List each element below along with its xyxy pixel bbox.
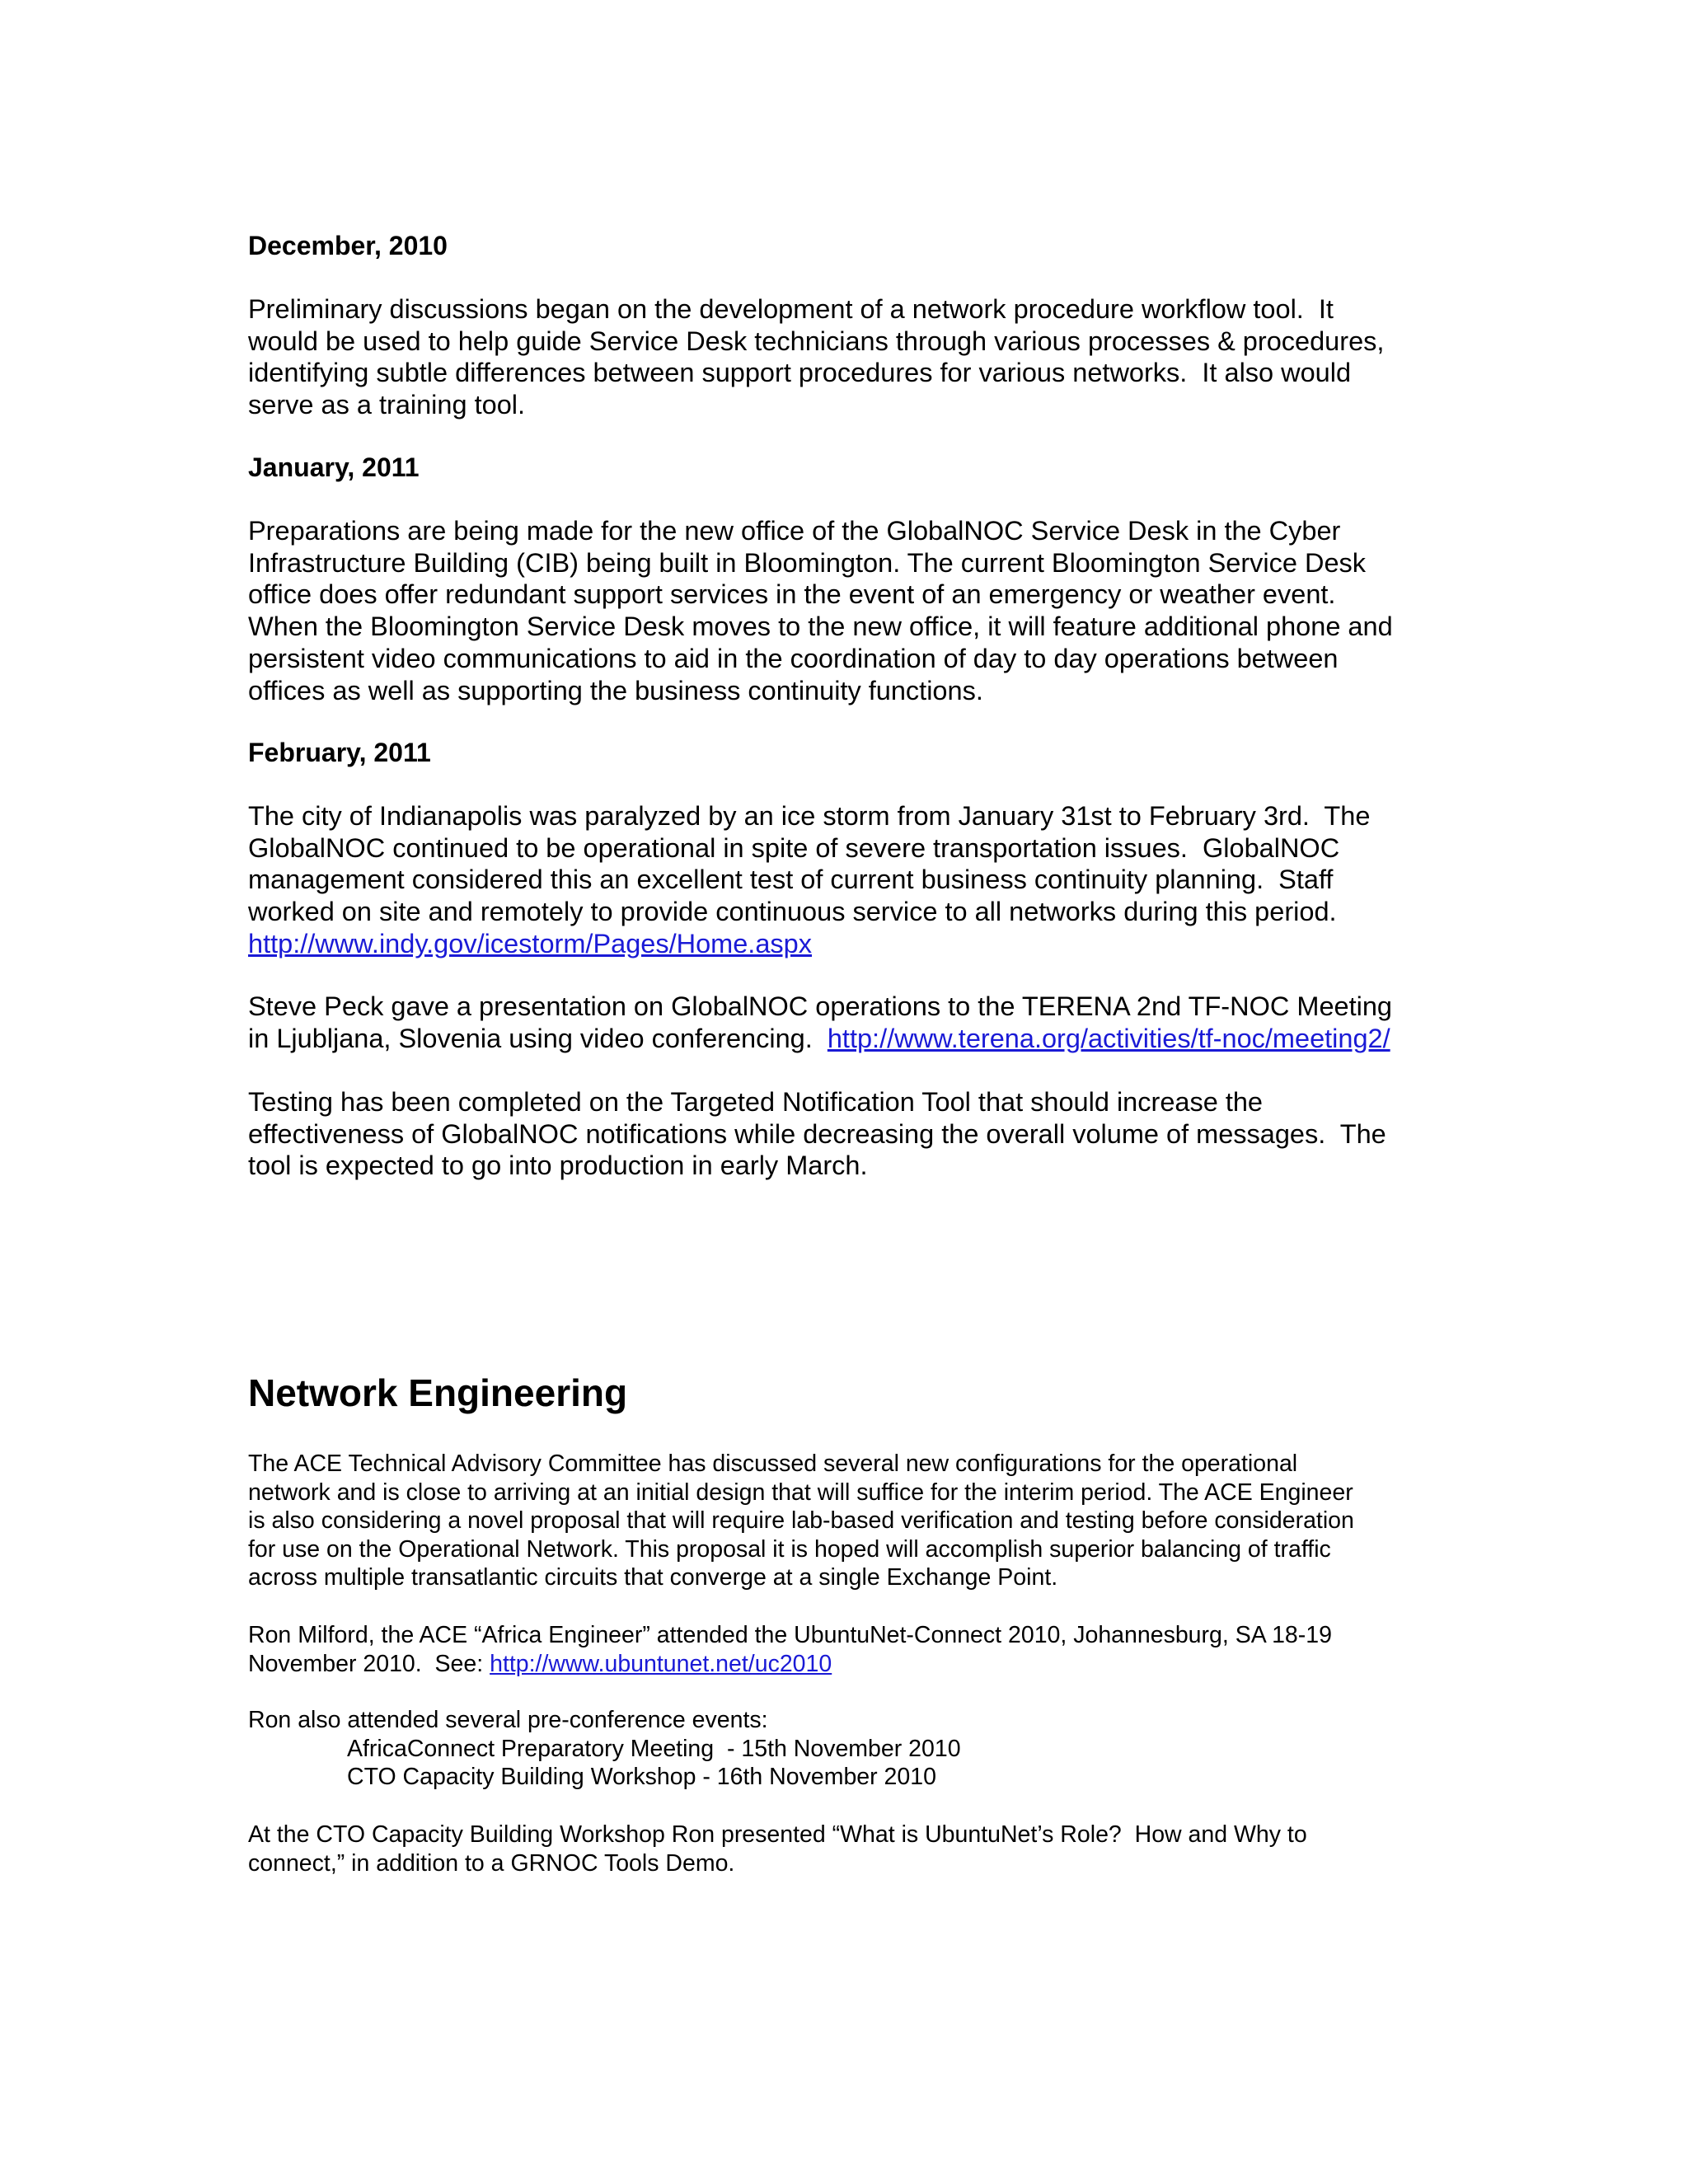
event-item: CTO Capacity Building Workshop - 16th November 2010 [347, 1764, 936, 1791]
text-line: GlobalNOC continued to be operational in spite of severe transportation issues. GlobalNOC [248, 832, 1340, 863]
paragraph-ubuntunet-connect [248, 1621, 1443, 1678]
text-line: November 2010. See: [248, 1650, 490, 1677]
text-line: Steve Peck gave a presentation on GlobalNOC operations to the TERENA 2nd TF-NOC Meeting [248, 991, 1392, 1021]
text-line: The ACE Technical Advisory Committee has discussed several new configurations for the operational [248, 1451, 1298, 1477]
text-line: serve as a training tool. [248, 390, 526, 420]
text-line: offices as well as supporting the business continuity functions. [248, 675, 983, 705]
paragraph-workflow-tool [248, 293, 1443, 421]
event-item: AfricaConnect Preparatory Meeting - 15th November 2010 [347, 1735, 961, 1762]
paragraph-ice-storm [248, 800, 1443, 960]
paragraph-cto-workshop [248, 1821, 1443, 1877]
icestorm-link[interactable]: http://www.indy.gov/icestorm/Pages/Home.aspx [248, 928, 812, 958]
text-line: The city of Indianapolis was paralyzed by an ice storm from January 31st to February 3rd. The [248, 801, 1371, 831]
text-line: is also considering a novel proposal that will require lab-based verification and testing before consideration [248, 1507, 1354, 1535]
section-heading-december-2010: December, 2010 [248, 231, 448, 260]
paragraph-service-desk-office [248, 515, 1443, 706]
text-line: network and is close to arriving at an initial design that will suffice for the interim period. The ACE Engineer [248, 1479, 1353, 1506]
text-line: At the CTO Capacity Building Workshop Ron presented “What is UbuntuNet’s Role? How and Why to [248, 1821, 1307, 1848]
text-line: Testing has been completed on the Targeted Notification Tool that should increase the [248, 1087, 1264, 1117]
text-line: Ron also attended several pre-conference events: [248, 1707, 768, 1733]
text-line: Ron Milford, the ACE “Africa Engineer” attended the UbuntuNet-Connect 2010, Johannesburg, SA 18-19 [248, 1622, 1332, 1648]
text-line: tool is expected to go into production in early March. [248, 1151, 868, 1181]
text-line: worked on site and remotely to provide continuous service to all networks during this period. [248, 897, 1337, 927]
paragraph-terena-presentation [248, 991, 1443, 1054]
text-line: connect,” in addition to a GRNOC Tools Demo. [248, 1849, 735, 1877]
section-title-network-engineering: Network Engineering [248, 1371, 628, 1414]
paragraph-ace-committee [248, 1450, 1443, 1592]
terena-meeting-link[interactable]: http://www.terena.org/activities/tf-noc/meeting2/ [827, 1023, 1390, 1053]
ubuntunet-link[interactable]: http://www.ubuntunet.net/uc2010 [490, 1650, 832, 1677]
text-line: Preliminary discussions began on the development of a network procedure workflow tool. It [248, 294, 1334, 324]
text-line: in Ljubljana, Slovenia using video conferencing. [248, 1023, 828, 1053]
section-heading-february-2011: February, 2011 [248, 738, 431, 767]
text-line: across multiple transatlantic circuits that converge at a single Exchange Point. [248, 1564, 1058, 1591]
text-line: management considered this an excellent test of current business continuity planning. Staff [248, 865, 1334, 895]
paragraph-notification-tool [248, 1086, 1443, 1182]
text-line: effectiveness of GlobalNOC notifications while decreasing the overall volume of messages. The [248, 1118, 1386, 1149]
text-line: Preparations are being made for the new office of the GlobalNOC Service Desk in the Cyber [248, 516, 1341, 546]
text-line: office does offer redundant support services in the event of an emergency or weather event. [248, 579, 1336, 610]
text-line: Infrastructure Building (CIB) being built in Bloomington. The current Bloomington Service Desk [248, 547, 1367, 578]
text-line: for use on the Operational Network. This proposal it is hoped will accomplish superior balancing of traffic [248, 1535, 1331, 1563]
text-line: When the Bloomington Service Desk moves to the new office, it will feature additional phone and [248, 612, 1393, 642]
text-line: persistent video communications to aid in the coordination of day to day operations between [248, 643, 1339, 673]
text-line: identifying subtle differences between support procedures for various networks. It also would [248, 358, 1352, 388]
section-heading-january-2011: January, 2011 [248, 452, 420, 482]
text-line: would be used to help guide Service Desk technicians through various processes & procedures, [248, 326, 1385, 356]
paragraph-pre-conference-events [248, 1706, 1443, 1792]
